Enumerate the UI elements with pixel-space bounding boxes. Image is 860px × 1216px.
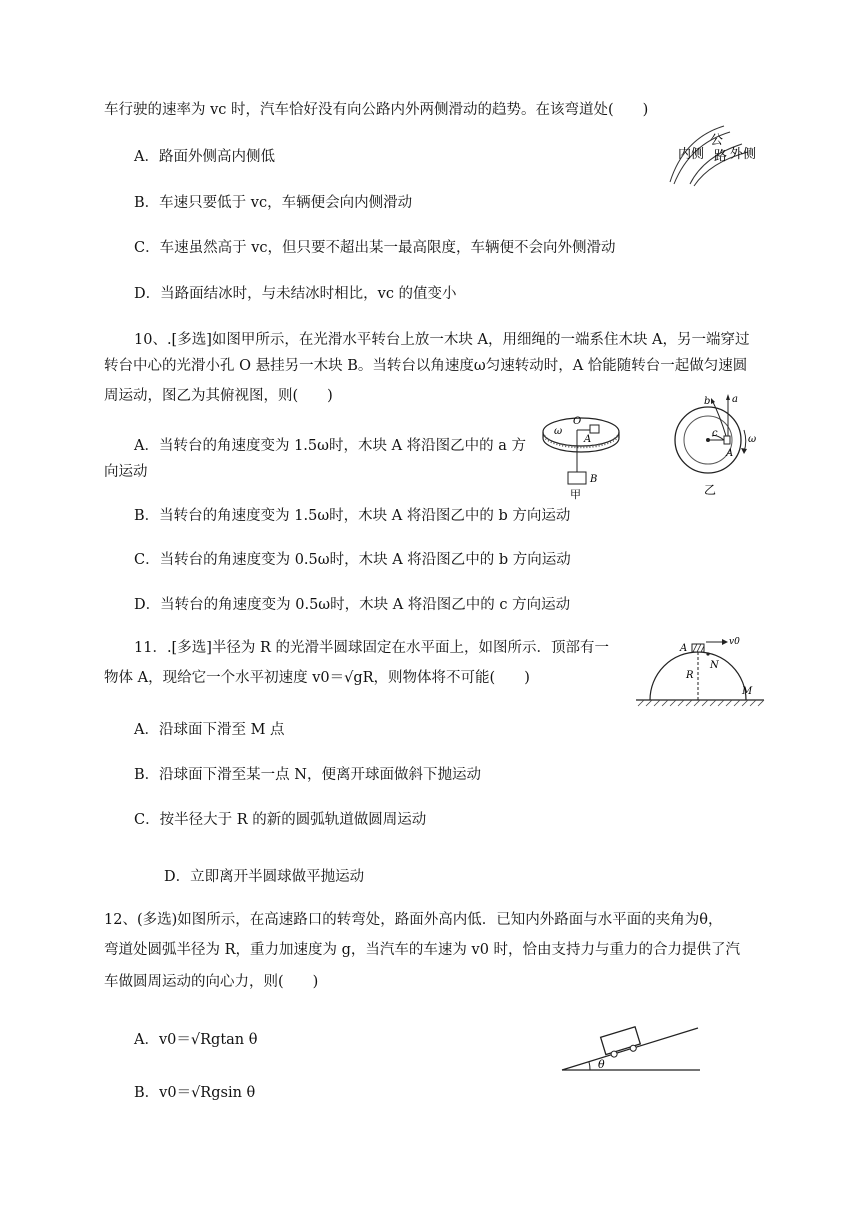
q9-option-a: A．路面外侧高内侧低 [134, 149, 275, 165]
omega-top-label: ω [748, 434, 757, 445]
road-outer-label: 外侧 [730, 147, 757, 162]
turntable-side-figure [536, 406, 626, 500]
q11-option-b: B．沿球面下滑至某一点 N，便离开球面做斜下抛运动 [134, 767, 481, 783]
block-a-label: A [584, 434, 592, 445]
road-mid-bottom: 路 [714, 149, 728, 164]
point-o-label: O [573, 416, 582, 427]
angle-theta-label: θ [598, 1058, 605, 1071]
q12-option-a: A．v0＝√Rgtan θ [134, 1032, 258, 1048]
q10-option-d: D．当转台的角速度变为 0.5ω时，木块 A 将沿图乙中的 c 方向运动 [134, 597, 571, 613]
banked-road-figure [560, 1010, 700, 1074]
direction-a-label: a [732, 394, 738, 405]
q11-stem-line1: 11．.[多选]半径为 R 的光滑半圆球固定在水平面上，如图所示．顶部有一 [134, 640, 610, 656]
q10-option-a-line2: 向运动 [104, 464, 148, 480]
q12-stem-line3: 车做圆周运动的向心力，则( ) [104, 974, 319, 990]
figure-yi-caption: 乙 [704, 483, 717, 497]
q10-stem-line3: 周运动，图乙为其俯视图，则( ) [104, 388, 333, 404]
q9-option-c: C．车速虽然高于 vc，但只要不超出某一最高限度，车辆便不会向外侧滑动 [134, 240, 616, 256]
turntable-top-figure [668, 390, 764, 500]
road-inner-label: 内侧 [678, 147, 705, 162]
q11-option-c: C．按半径大于 R 的新的圆弧轨道做圆周运动 [134, 812, 427, 828]
hemisphere-figure [632, 632, 768, 708]
point-n-label: N [710, 660, 719, 671]
q10-stem-line2: 转台中心的光滑小孔 O 悬挂另一木块 B。当转台以角速度ω匀速转动时，A 恰能随转台一起做匀速圆 [104, 358, 748, 374]
q12-option-b: B．v0＝√Rgsin θ [134, 1085, 256, 1101]
q10-option-a-line1: A．当转台的角速度变为 1.5ω时，木块 A 将沿图乙中的 a 方 [134, 438, 527, 454]
q10-option-b: B．当转台的角速度变为 1.5ω时，木块 A 将沿图乙中的 b 方向运动 [134, 508, 571, 524]
road-mid-top: 公 [710, 133, 724, 148]
point-m-label: M [742, 686, 753, 697]
radius-label: R [686, 670, 694, 681]
direction-b-label: b [704, 396, 711, 407]
q9-option-b: B．车速只要低于 vc，车辆便会向内侧滑动 [134, 195, 413, 211]
figure-jia-caption: 甲 [570, 488, 581, 500]
q10-stem-line1: 10、.[多选]如图甲所示，在光滑水平转台上放一木块 A，用细绳的一端系住木块 A，另一端穿过 [134, 332, 750, 348]
q9-stem: 车行驶的速率为 vc 时，汽车恰好没有向公路内外两侧滑动的趋势。在该弯道处( ) [104, 102, 649, 118]
q12-stem-line1: 12、(多选)如图所示，在高速路口的转弯处，路面外高内低．已知内外路面与水平面的夹角为θ， [104, 912, 723, 928]
velocity-label: v0 [729, 637, 740, 647]
omega-label: ω [554, 426, 563, 437]
block-b-label: B [590, 474, 598, 485]
q9-option-d: D．当路面结冰时，与未结冰时相比，vc 的值变小 [134, 286, 457, 302]
q10-option-c: C．当转台的角速度变为 0.5ω时，木块 A 将沿图乙中的 b 方向运动 [134, 552, 571, 568]
q11-option-d: D．立即离开半圆球做平抛运动 [164, 869, 365, 885]
object-a-label: A [680, 643, 688, 654]
road-curve-figure [664, 118, 764, 188]
direction-c-label: c [712, 428, 718, 439]
q11-stem-line2: 物体 A，现给它一个水平初速度 v0＝√gR，则物体将不可能( ) [104, 670, 530, 686]
q12-stem-line2: 弯道处圆弧半径为 R，重力加速度为 g，当汽车的车速为 v0 时，恰由支持力与重力的合力提供了汽 [104, 942, 741, 958]
block-a-top-label: A [726, 448, 734, 459]
q11-option-a: A．沿球面下滑至 M 点 [134, 722, 285, 738]
